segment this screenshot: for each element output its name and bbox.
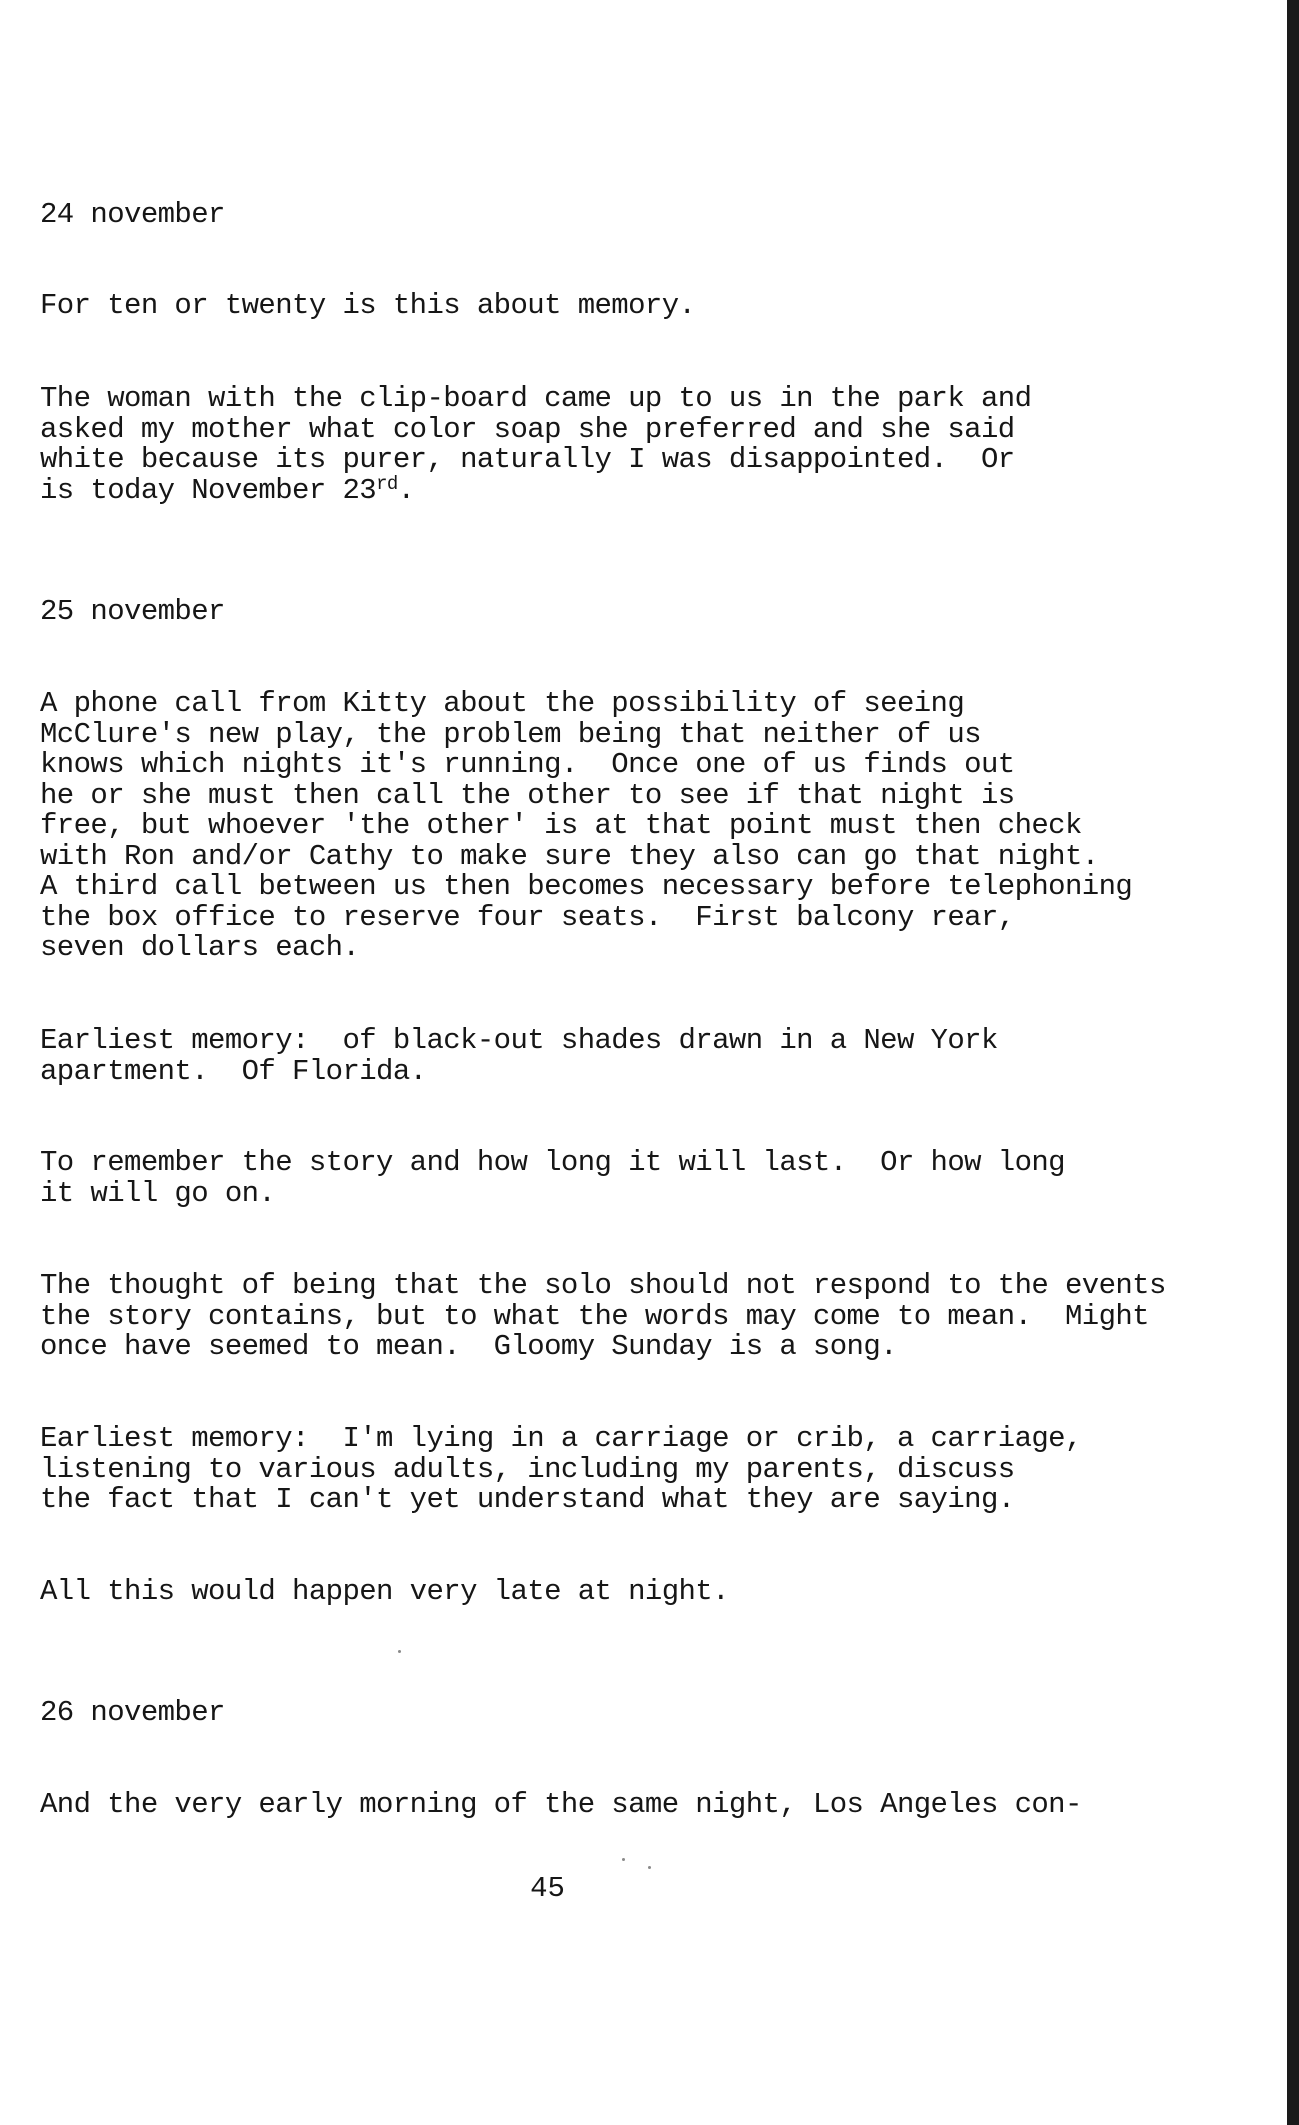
page-number: 45	[530, 1872, 565, 1905]
paragraph-earliest-memory-shades: Earliest memory: of black-out shades drawn in a New York apartment. Of Florida.	[40, 1024, 998, 1088]
date-heading-24-november: 24 november	[40, 198, 225, 231]
paragraph-solo-thought: The thought of being that the solo should not respond to the events the story contains, but to what the words may come to mean. Might once have seemed to mean. Gloomy Sunday is a song.	[40, 1269, 1166, 1363]
ink-speck	[398, 1650, 401, 1653]
paragraph-early-morning: And the very early morning of the same night, Los Angeles con-	[40, 1788, 1082, 1821]
paragraph-line: asked my mother what color soap she preferred and she said	[40, 412, 1015, 446]
paragraph-memory-question: For ten or twenty is this about memory.	[40, 289, 696, 322]
paragraph-remember-story: To remember the story and how long it will last. Or how long it will go on.	[40, 1146, 1065, 1210]
ink-speck	[622, 1858, 625, 1861]
ink-speck	[648, 1866, 651, 1869]
paragraph-phone-call: A phone call from Kitty about the possibility of seeing McClure's new play, the problem being that neither of us knows which nights it's running. Once one of us finds out he or she must then call the other to see if that night is free, but whoever 'the other' is at that point must then check with Ron and/or Cathy to make sure they also can go that night. A third call between us then becomes necessary before telephoning the box office to reserve four seats. First balcony rear, seven dollars each.	[40, 687, 1133, 964]
paragraph-late-night: All this would happen very late at night.	[40, 1575, 729, 1608]
paragraph-period: .	[397, 473, 415, 507]
paragraph-line: is today November 23	[40, 473, 377, 507]
paragraph-line: The woman with the clip-board came up to us in the park and	[40, 382, 1032, 415]
paragraph-clipboard-woman	[40, 384, 1031, 506]
paragraph-line: white because its purer, naturally I was disappointed. Or	[40, 443, 1015, 476]
scan-edge-border	[1287, 0, 1299, 2125]
ordinal-suffix: rd	[376, 472, 398, 495]
date-heading-25-november: 25 november	[40, 595, 225, 628]
paragraph-earliest-memory-carriage: Earliest memory: I'm lying in a carriage or crib, a carriage, listening to various adults, including my parents, discuss the fact that I can't yet understand what they are saying.	[40, 1422, 1082, 1516]
date-heading-26-november: 26 november	[40, 1696, 225, 1729]
